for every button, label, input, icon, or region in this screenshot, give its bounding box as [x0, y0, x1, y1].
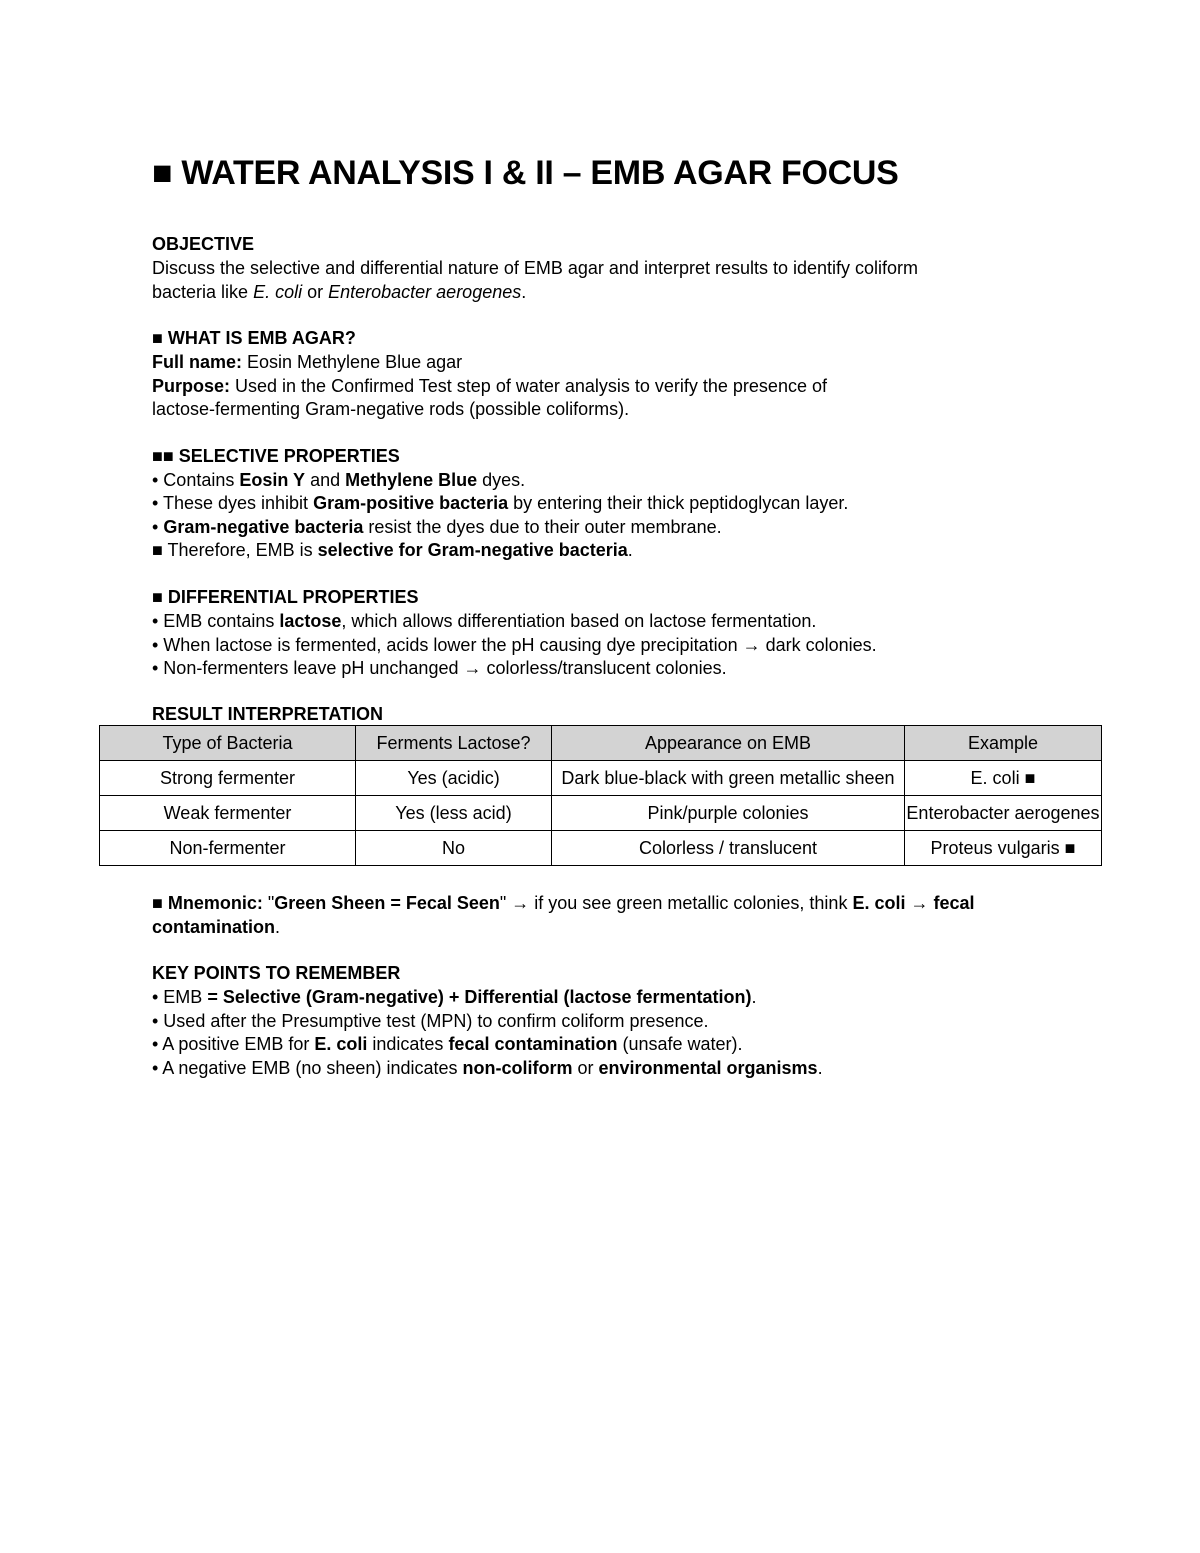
- key-point-4: [152, 1058, 823, 1079]
- text-run: resist the dyes due to their outer membrane.: [363, 517, 722, 537]
- text-run: .: [627, 540, 633, 560]
- text-run: and: [305, 470, 346, 490]
- purpose-line-2: lactose-fermenting Gram-negative rods (possible coliforms).: [152, 399, 630, 419]
- text-bold: Methylene Blue: [345, 470, 478, 490]
- table-cell: E. coli ■: [905, 761, 1102, 796]
- text-run: •: [152, 517, 164, 537]
- text-run: , which allows differentiation based on lactose fermentation.: [341, 611, 817, 631]
- key-point-1: [152, 987, 757, 1008]
- table-cell: Proteus vulgaris ■: [905, 831, 1102, 866]
- mnemonic-square: ■: [152, 893, 168, 913]
- species-ecoli: E. coli: [253, 282, 303, 302]
- table-cell: Yes (acidic): [356, 761, 552, 796]
- purpose-label: Purpose:: [152, 376, 231, 396]
- text-bold: Gram-negative bacteria: [163, 517, 364, 537]
- text-run: →: [905, 893, 934, 913]
- selective-bullet-1: [152, 470, 525, 491]
- selective-conclusion: [152, 540, 633, 561]
- text-bold: Gram-positive bacteria: [313, 493, 509, 513]
- text-run: .: [817, 1058, 823, 1078]
- text-bold: E. coli: [314, 1034, 368, 1054]
- text-run: or: [302, 282, 329, 302]
- table-row: [100, 796, 1102, 831]
- selective-bullet-3: [152, 517, 722, 538]
- text-bold: selective for Gram-negative bacteria: [317, 540, 628, 560]
- table-cell: Dark blue-black with green metallic sheen: [552, 761, 905, 796]
- text-run: dyes.: [477, 470, 526, 490]
- text-run: • EMB contains: [152, 611, 280, 631]
- table-row: [100, 761, 1102, 796]
- full-name-line: [152, 352, 462, 373]
- differential-bullet-2: • When lactose is fermented, acids lower the pH causing dye precipitation → dark colonies.: [152, 635, 877, 655]
- results-heading: RESULT INTERPRETATION: [152, 704, 383, 724]
- key-points-heading: KEY POINTS TO REMEMBER: [152, 963, 401, 983]
- text-bold: environmental organisms: [598, 1058, 818, 1078]
- mnemonic-line-2: [152, 917, 280, 938]
- objective-line-1: Discuss the selective and differential nature of EMB agar and interpret results to identify coliform: [152, 258, 919, 278]
- objective-heading: OBJECTIVE: [152, 234, 255, 254]
- text-run: " → if you see green metallic colonies, think: [499, 893, 853, 913]
- text-bold: fecal contamination: [448, 1034, 618, 1054]
- column-header: Example: [905, 726, 1102, 761]
- purpose-text: Used in the Confirmed Test step of water analysis to verify the presence of: [230, 376, 827, 396]
- results-table: [99, 725, 1102, 866]
- text-run: bacteria like: [152, 282, 254, 302]
- selective-heading: ■■ SELECTIVE PROPERTIES: [152, 446, 400, 466]
- text-run: by entering their thick peptidoglycan layer.: [508, 493, 849, 513]
- mnemonic-label: Mnemonic:: [167, 893, 263, 913]
- what-is-heading: ■ WHAT IS EMB AGAR?: [152, 328, 356, 348]
- key-point-3: [152, 1034, 743, 1055]
- table-row: [100, 831, 1102, 866]
- text-run: ■ Therefore, EMB is: [152, 540, 318, 560]
- text-run: .: [751, 987, 757, 1007]
- differential-bullet-3: • Non-fermenters leave pH unchanged → colorless/translucent colonies.: [152, 658, 727, 678]
- text-run: • EMB: [152, 987, 208, 1007]
- text-bold: Eosin Y: [239, 470, 306, 490]
- table-cell: Enterobacter aerogenes: [905, 796, 1102, 831]
- table-cell: Weak fermenter: [100, 796, 356, 831]
- species-enterobacter: Enterobacter aerogenes: [328, 282, 522, 302]
- selective-bullet-2: [152, 493, 848, 514]
- mnemonic-phrase: Green Sheen = Fecal Seen: [274, 893, 500, 913]
- text-run: • Contains: [152, 470, 240, 490]
- full-name-value: Eosin Methylene Blue agar: [242, 352, 463, 372]
- table-cell: No: [356, 831, 552, 866]
- text-run: • These dyes inhibit: [152, 493, 314, 513]
- text-bold: non-coliform: [462, 1058, 573, 1078]
- column-header: Appearance on EMB: [552, 726, 905, 761]
- text-run: (unsafe water).: [617, 1034, 743, 1054]
- table-cell: Colorless / translucent: [552, 831, 905, 866]
- differential-bullet-1: [152, 611, 816, 632]
- text-run: or: [572, 1058, 599, 1078]
- key-point-2: • Used after the Presumptive test (MPN) to confirm coliform presence.: [152, 1011, 709, 1031]
- column-header: Ferments Lactose?: [356, 726, 552, 761]
- full-name-label: Full name:: [152, 352, 243, 372]
- purpose-line-1: [152, 376, 827, 397]
- differential-heading: ■ DIFFERENTIAL PROPERTIES: [152, 587, 419, 607]
- text-bold: contamination: [152, 917, 276, 937]
- text-bold: fecal: [933, 893, 975, 913]
- text-run: • A positive EMB for: [152, 1034, 315, 1054]
- column-header: Type of Bacteria: [100, 726, 356, 761]
- text-run: .: [521, 282, 527, 302]
- text-run: ": [262, 893, 275, 913]
- table-cell: Pink/purple colonies: [552, 796, 905, 831]
- text-run: .: [275, 917, 281, 937]
- text-run: • A negative EMB (no sheen) indicates: [152, 1058, 463, 1078]
- table-cell: Yes (less acid): [356, 796, 552, 831]
- mnemonic-line-1: [152, 893, 975, 914]
- table-cell: Strong fermenter: [100, 761, 356, 796]
- text-bold: lactose: [279, 611, 342, 631]
- table-header-row: [100, 726, 1102, 761]
- text-bold: E. coli: [852, 893, 906, 913]
- table-cell: Non-fermenter: [100, 831, 356, 866]
- page-title: ■ WATER ANALYSIS I & II – EMB AGAR FOCUS: [152, 154, 899, 192]
- objective-line-2: [152, 282, 526, 303]
- text-bold: = Selective (Gram-negative) + Differential (lactose fermentation): [207, 987, 752, 1007]
- text-run: indicates: [367, 1034, 449, 1054]
